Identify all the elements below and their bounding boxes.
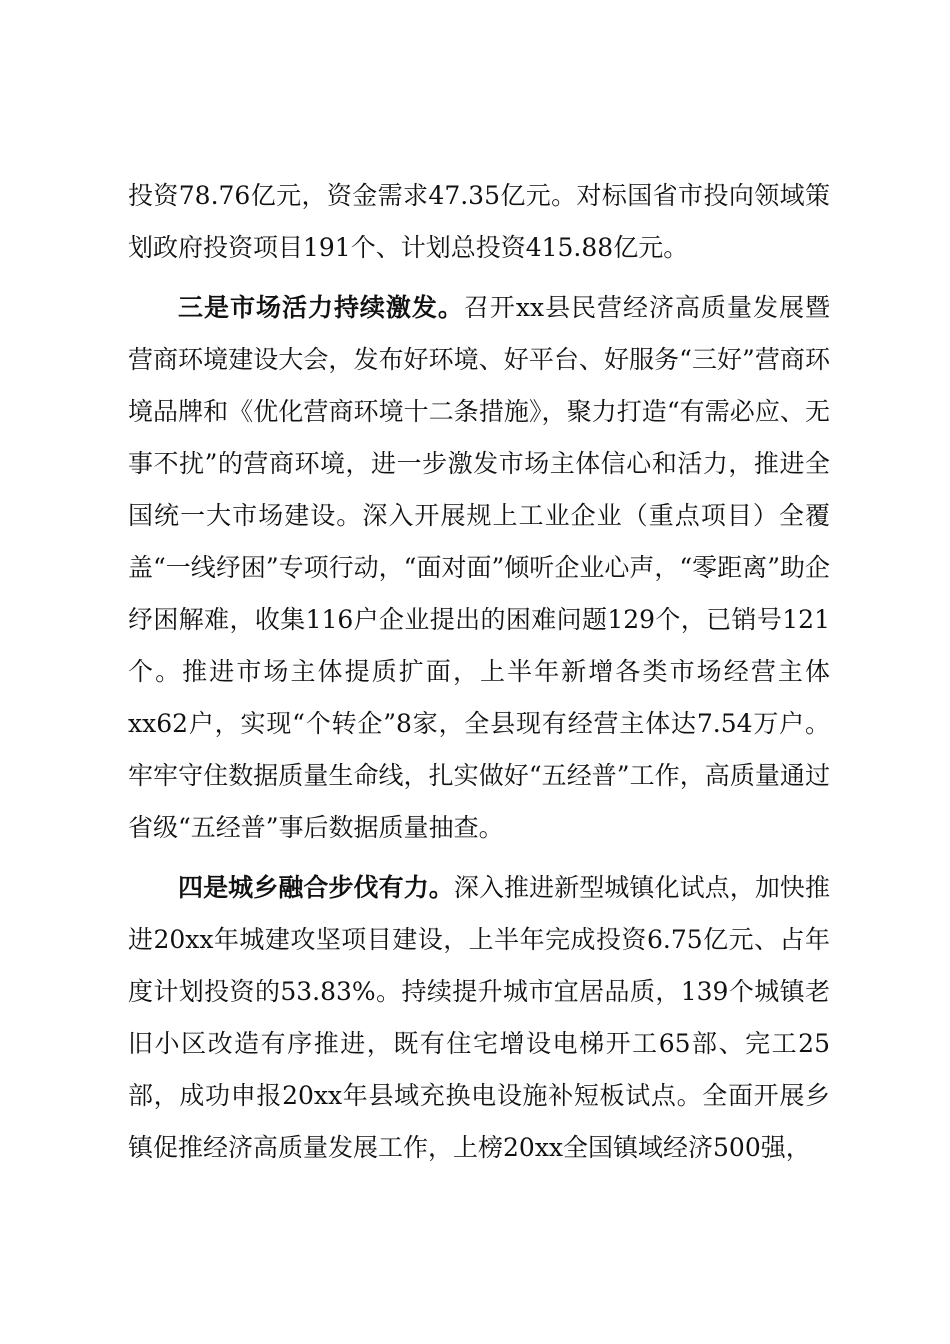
paragraph-heading: 四是城乡融合步伐有力。 bbox=[178, 873, 454, 902]
paragraph-text: 投资78.76亿元，资金需求47.35亿元。对标国省市投向领域策划政府投资项目191个、计划总投资415.88亿元。 bbox=[128, 181, 830, 262]
paragraph-urban-rural bbox=[128, 862, 830, 1174]
document-body bbox=[128, 170, 830, 1174]
paragraph-text: 召开xx县民营经济高质量发展暨营商环境建设大会，发布好环境、好平台、好服务“三好”营商环境品牌和《优化营商环境十二条措施》，聚力打造“有需必应、无事不扰”的营商环境，进一步激发市场主体信心和活力，推进全国统一大市场建设。深入开展规上工业企业（重点项目）全覆盖“一线纾困”专项行动，“面对面”倾听企业心声，“零距离”助企纾困解难，收集116户企业提出的困难问题129个，已销号121个。推进市场主体提质扩面，上半年新增各类市场经营主体xx62户，实现“个转企”8家，全县现有经营主体达7.54万户。牢牢守住数据质量生命线，扎实做好“五经普”工作，高质量通过省级“五经普”事后数据质量抽查。 bbox=[128, 293, 830, 842]
paragraph-continuation bbox=[128, 170, 830, 274]
paragraph-heading: 三是市场活力持续激发。 bbox=[178, 293, 464, 322]
paragraph-text: 深入推进新型城镇化试点，加快推进20xx年城建攻坚项目建设，上半年完成投资6.75亿元、占年度计划投资的53.83%。持续提升城市宜居品质，139个城镇老旧小区改造有序推进，既有住宅增设电梯开工65部、完工25部，成功申报20xx年县域充换电设施补短板试点。全面开展乡镇促推经济高质量发展工作，上榜20xx全国镇域经济500强， bbox=[128, 873, 830, 1162]
paragraph-market-vitality bbox=[128, 282, 830, 854]
